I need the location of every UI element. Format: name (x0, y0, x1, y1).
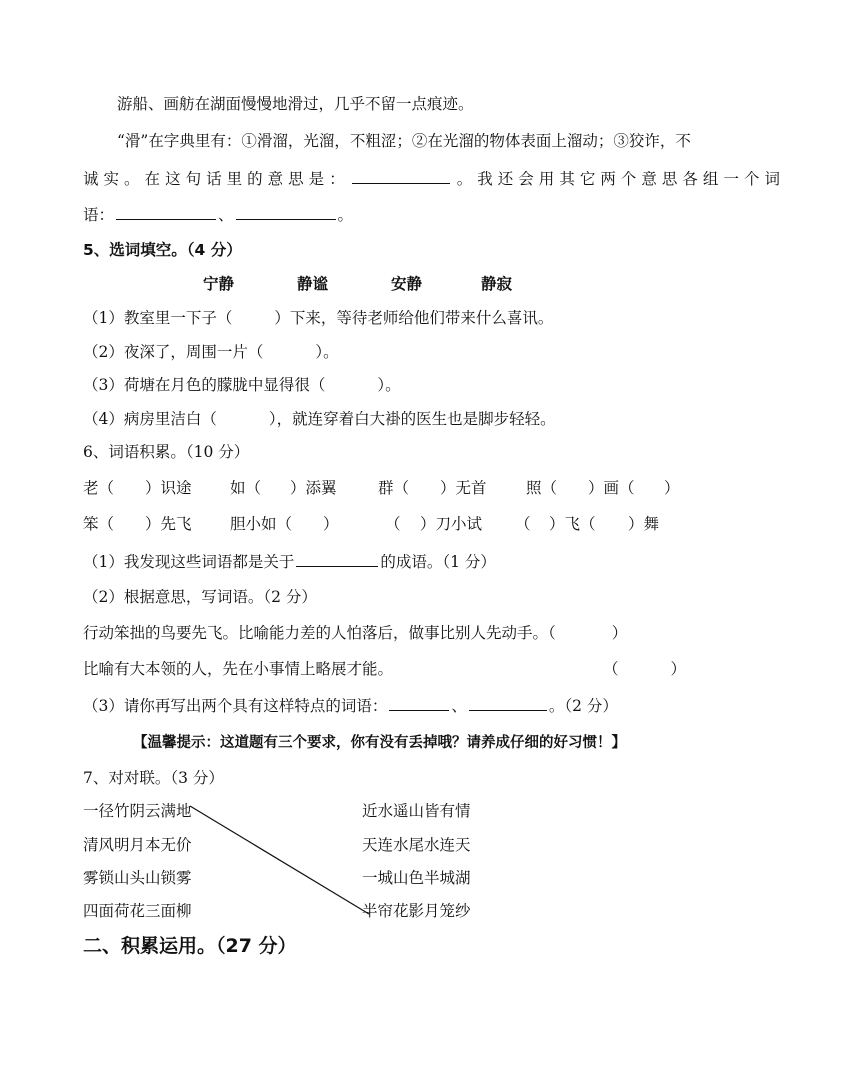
item-text: （1）教室里一下子（ (83, 309, 233, 327)
item-text: （4）病房里洁白（ (83, 410, 217, 428)
meaning-text: 行动笨拙的鸟要先飞。比喻能力差的人怕落后，做事比别人先动手。（ (83, 624, 556, 642)
sub-text: （3）请你再写出两个具有这样特点的词语： (83, 697, 388, 715)
idiom-part: 笨（ (83, 515, 115, 533)
q5-title: 5、选词填空。（4 分） (83, 241, 242, 259)
idiom-part: ）无首 (440, 479, 487, 497)
couplet-left[interactable]: 四面荷花三面柳 (83, 902, 192, 920)
q6-meaning-2: 比喻有大本领的人，先在小事情上略展才能。 (83, 660, 394, 678)
idiom-part: ）添翼 (290, 479, 337, 497)
separator: 、 (218, 206, 234, 224)
item-text: （3）荷塘在月色的朦胧中显得很（ (83, 376, 326, 394)
question-text: 诚实。在这句话里的意思是： (83, 170, 350, 188)
q6-sub2: （2）根据意思，写词语。（2 分） (83, 588, 317, 606)
item-text: （2）夜深了，周围一片（ (83, 343, 264, 361)
item-text: ），就连穿着白大褂的医生也是脚步轻轻。 (268, 410, 556, 428)
idiom-part: ）画（ (588, 479, 635, 497)
idiom-part: ）舞 (628, 515, 660, 533)
sub-text: （1）我发现这些词语都是关于 (83, 553, 295, 571)
paren-close: ） (611, 624, 628, 642)
sub-text: 。（2 分） (548, 697, 618, 715)
idiom-part: （ (385, 515, 401, 533)
section-heading: 二、积累运用。（27 分） (83, 935, 297, 957)
idiom-part: 如（ (230, 479, 262, 497)
q5-option: 宁静 (203, 275, 235, 293)
idiom-part: ）先飞 (145, 515, 192, 533)
item-text: ）。 (315, 343, 339, 361)
idiom-part: ）识途 (145, 479, 192, 497)
idiom-part: ） (664, 479, 680, 497)
question-text-2: 。我还会用其它两个意思各组一个词 (451, 170, 780, 188)
period: 。 (337, 206, 354, 224)
q5-option: 静谧 (297, 275, 329, 293)
sub-text: 的成语。（1 分） (380, 553, 496, 571)
idiom-part: 胆小如（ (230, 515, 293, 533)
couplet-left[interactable]: 雾锁山头山锁雾 (83, 869, 192, 887)
tip-note: 【温馨提示：这道题有三个要求，你有没有丢掉哦？请养成仔细的好习惯！】 (133, 735, 626, 751)
paren-open: （ (603, 660, 619, 678)
idiom-part: 老（ (83, 479, 115, 497)
item-text: ）下来，等待老师给他们带来什么喜讯。 (274, 309, 554, 327)
q6-title: 6、词语积累。（10 分） (83, 443, 250, 461)
passage-sentence: 游船、画舫在湖面慢慢地滑过，几乎不留一点痕迹。 (117, 95, 474, 113)
idiom-part: ）飞（ (549, 515, 596, 533)
separator: 、 (451, 697, 467, 715)
couplet-right[interactable]: 半帘花影月笼纱 (362, 902, 471, 920)
question-label: 语： (83, 206, 115, 224)
item-text: ）。 (377, 376, 401, 394)
idiom-part: 群（ (378, 479, 410, 497)
idiom-part: 照（ (526, 479, 558, 497)
paren-close: ） (670, 660, 687, 678)
couplet-right[interactable]: 天连水尾水连天 (362, 836, 471, 854)
couplet-left[interactable]: 一径竹阴云满地 (83, 802, 192, 820)
q5-option: 安静 (391, 275, 423, 293)
idiom-part: ） (323, 515, 339, 533)
couplet-right[interactable]: 一城山色半城湖 (362, 869, 471, 887)
couplet-right[interactable]: 近水遥山皆有情 (362, 802, 471, 820)
idiom-part: （ (515, 515, 531, 533)
idiom-part: ）刀小试 (420, 515, 483, 533)
definition-line: “滑”在字典里有：①滑溜，光溜，不粗涩；②在光溜的物体表面上溜动；③狡诈，不 (117, 132, 691, 150)
q5-option: 静寂 (481, 275, 513, 293)
match-connector-line (190, 806, 369, 914)
couplet-left[interactable]: 清风明月本无价 (83, 836, 192, 854)
q7-title: 7、对对联。（3 分） (83, 769, 224, 787)
